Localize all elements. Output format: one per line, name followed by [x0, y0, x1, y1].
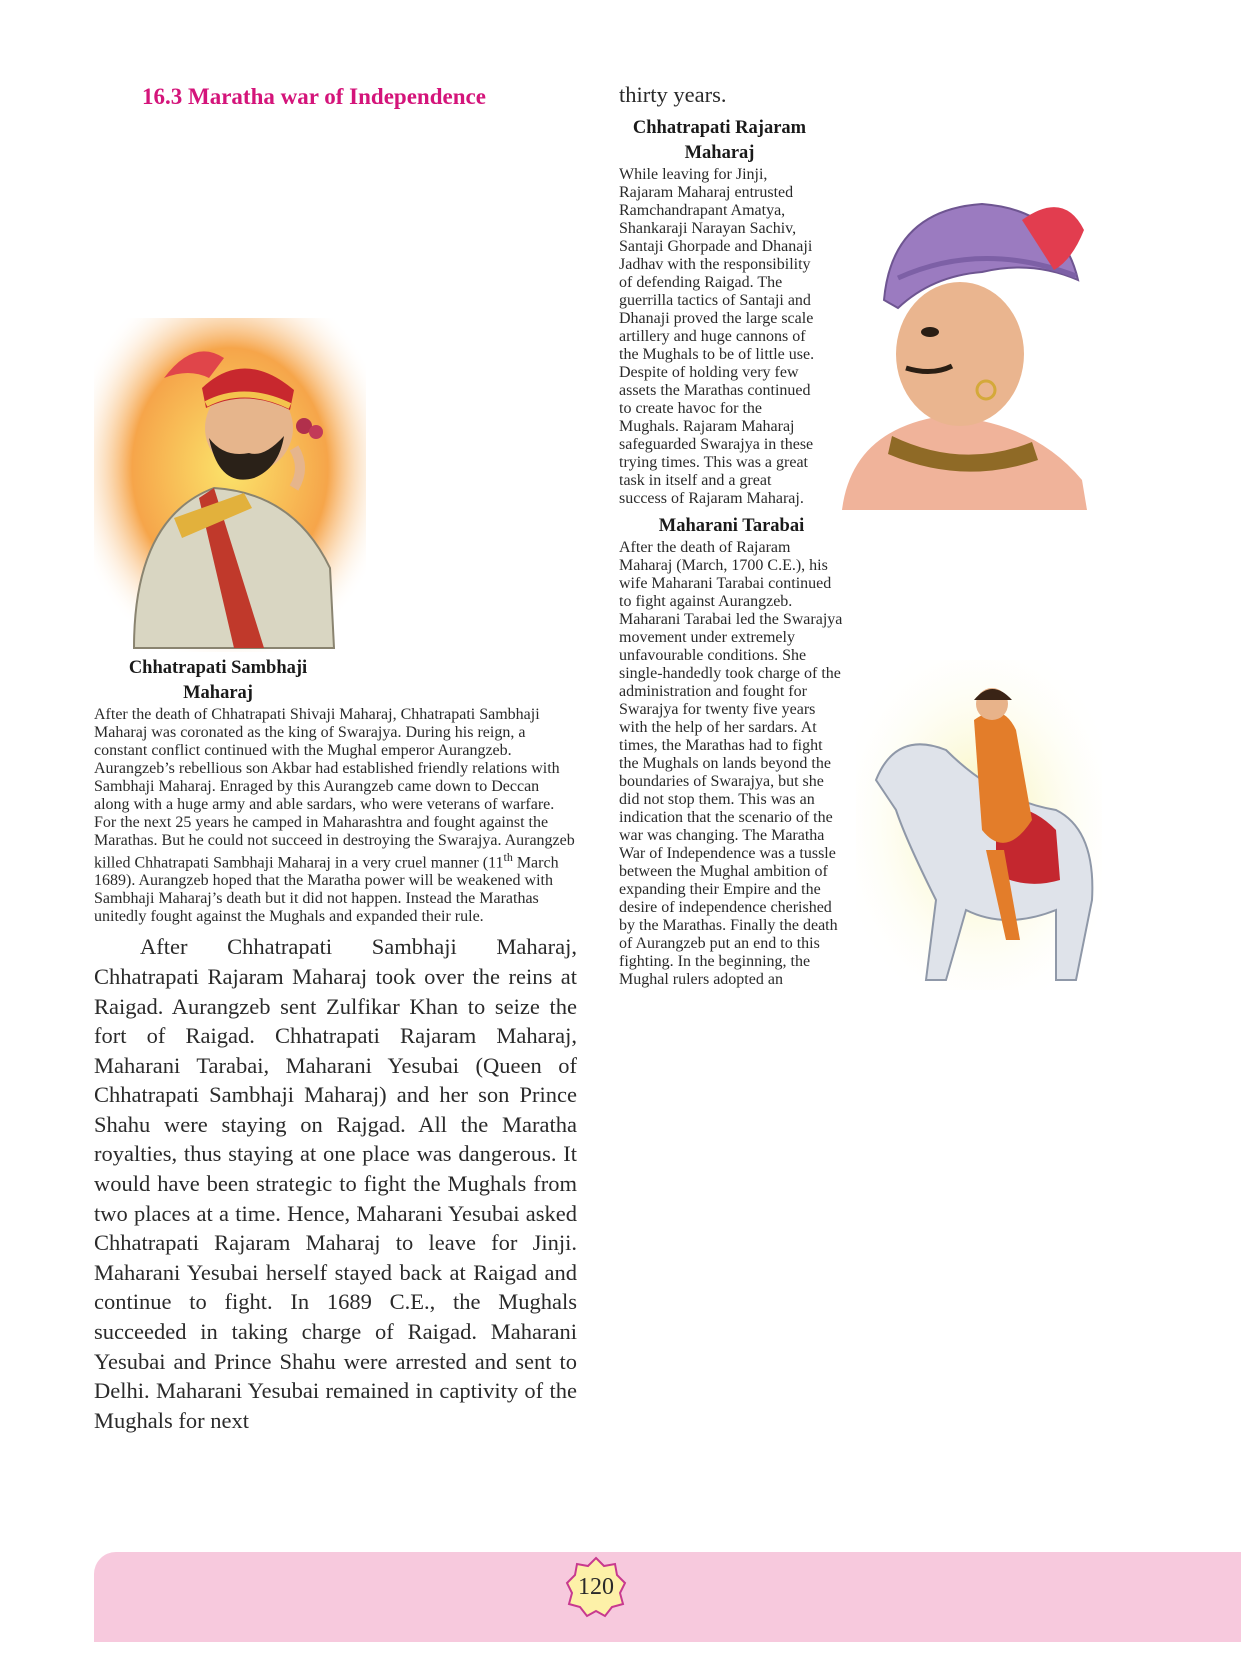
figure-tarabai	[856, 660, 1102, 990]
section-heading: 16.3 Maratha war of Independence	[142, 84, 486, 109]
page-number-badge	[565, 1556, 627, 1618]
paragraph-continuation: thirty years.	[619, 82, 727, 107]
paragraph-rajaram-defence-text: While leaving for Jinji, Rajaram Maharaj entrusted Ramchandrapant Amatya, Shankaraji Narayan Sachiv, Santaji Ghorpade and Dhanaji Jadhav with the responsibility of defending Raigad. The guerrilla tactics of Santaji and Dhanaji proved the large scale artillery and huge cannons of the Mughals to be of little use. Despite of holding very few assets the Marathas continued to create havoc for the Mughals. Rajaram Maharaj safeguarded Swarajya in these trying times. This was a great task in itself and a great success of Rajaram Maharaj.	[619, 165, 815, 507]
rajaram-portrait-illustration	[832, 180, 1102, 510]
left-column	[94, 80, 577, 1435]
ordinal-suffix: th	[503, 850, 513, 864]
figure-sambhaji	[94, 318, 366, 652]
tarabai-caption: Maharani Tarabai	[658, 515, 805, 536]
rajaram-caption: Chhatrapati Rajaram Maharaj	[632, 117, 807, 163]
figure-rajaram	[832, 180, 1102, 510]
footer-band	[94, 1552, 1241, 1642]
right-column	[619, 80, 1102, 994]
page-number: 120	[578, 1573, 614, 1600]
paragraph-sambhaji-text-a: After the death of Chhatrapati Shivaji Maharaj, Chhatrapati Sambhaji Maharaj was coronated as the king of Swarajya. During his reign, a constant conflict continued with the Mughal emperor Aurangzeb. Aurangzeb’s rebellious son Akbar had established friendly relations with Sambhaji Maharaj. Enraged by this Aurangzeb came down to Deccan along with a huge army and able sardars, who were veterans of warfare. For the next 25 years he camped in Maharashtra and fought against the Marathas. But he could not succeed in destroying the Swarajya. Aurangzeb killed Chhatrapati Sambhaji Maharaj in a very cruel manner (11	[94, 706, 575, 872]
paragraph-sambhaji-text-b: March 1689). Aurangzeb hoped that the Maratha power will be weakened with Sambhaji Maharaj’s death but it did not happen. Instead the Marathas unitedly fought against the Mughals and expanded their rule.	[94, 854, 559, 926]
paragraph-tarabai-text: After the death of Rajaram Maharaj (March, 1700 C.E.), his wife Maharani Tarabai continued to fight against Aurangzeb. Maharani Tarabai led the Swarajya movement under extremely unfavourable conditions. She single-handedly took charge of the administration and fought for Swarajya for twenty five years with the help of her sardars. At times, the Marathas had to fight the Mughals on lands beyond the boundaries of Swarajya, but she did not stop them. This was an indication that the scenario of the war was changing. The Maratha War of Independence was a tussle between the Mughal ambition of expanding their Empire and the desire of independence cherished by the Marathas. Finally the death of Aurangzeb put an end to this fighting. In the beginning, the Mughal rulers adopted an	[619, 538, 843, 988]
sambhaji-portrait-illustration	[94, 318, 366, 652]
sambhaji-caption: Chhatrapati Sambhaji Maharaj	[128, 658, 308, 703]
paragraph-rajaram-takeover: After Chhatrapati Sambhaji Maharaj, Chhatrapati Rajaram Maharaj took over the reins at Raigad. Aurangzeb sent Zulfikar Khan to seize the fort of Raigad. Chhatrapati Rajaram Maharaj, Maharani Tarabai, Maharani Yesubai (Queen of Chhatrapati Sambhaji Maharaj) and her son Prince Shahu were staying on Rajgad. All the Maratha royalties, thus staying at one place was dangerous. It would have been strategic to fight the Mughals from two places at a time. Hence, Maharani Yesubai asked Chhatrapati Rajaram Maharaj to leave for Jinji. Maharani Yesubai herself stayed back at Raigad and continue to fight. In 1689 C.E., the Mughals succeeded in taking charge of Raigad. Maharani Yesubai and Prince Shahu were arrested and sent to Delhi. Maharani Yesubai remained in captivity of the Mughals for next	[94, 934, 577, 1433]
tarabai-horse-illustration	[856, 660, 1102, 990]
